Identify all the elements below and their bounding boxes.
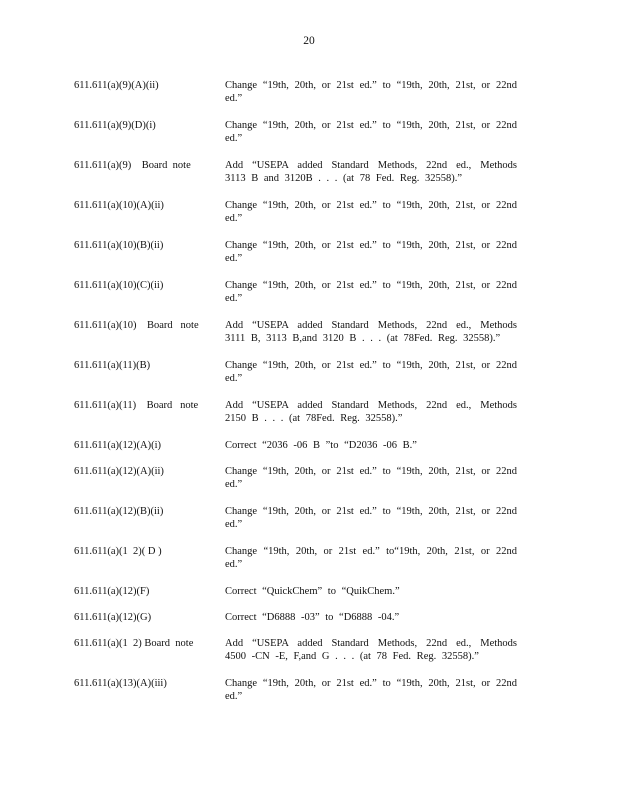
change-description: Change “19th, 20th, or 21st ed.” to “19th, 20th, 21st, or 22nd ed.” xyxy=(225,280,517,304)
section-citation: 611.611(a)(1 2) Board note xyxy=(74,638,194,649)
section-citation: 611.611(a)(10)(A)(ii) xyxy=(74,200,164,211)
table-row xyxy=(74,465,522,505)
table-row xyxy=(74,545,522,585)
change-description: Correct “D6888 -03” to “D6888 -04.” xyxy=(225,612,400,623)
section-citation: 611.611(a)(10)(B)(ii) xyxy=(74,240,164,251)
change-description: Change “19th, 20th, or 21st ed.” to“19th, 20th, 21st, or 22nd ed.” xyxy=(225,546,517,570)
section-citation: 611.611(a)(1 2)( D ) xyxy=(74,546,162,557)
section-citation: 611.611(a)(11)(B) xyxy=(74,360,151,371)
change-description: Add “USEPA added Standard Methods, 22nd ed., Methods 3113 B and 3120B . . . (at 78 Fed. Reg. 32558).” xyxy=(225,160,517,184)
change-description: Change “19th, 20th, or 21st ed.” to “19th, 20th, 21st, or 22nd ed.” xyxy=(225,80,517,104)
section-citation: 611.611(a)(13)(A)(iii) xyxy=(74,678,167,689)
table-row xyxy=(74,439,522,465)
table-row xyxy=(74,79,522,119)
change-description: Change “19th, 20th, or 21st ed.” to “19th, 20th, 21st, or 22nd ed.” xyxy=(225,120,517,144)
change-description: Change “19th, 20th, or 21st ed.” to “19th, 20th, 21st, or 22nd ed.” xyxy=(225,200,517,224)
change-description: Correct “2036 -06 B ”to “D2036 -06 B.” xyxy=(225,440,417,451)
section-citation: 611.611(a)(9) Board note xyxy=(74,160,191,171)
table-row xyxy=(74,239,522,279)
table-row xyxy=(74,677,522,717)
change-description: Add “USEPA added Standard Methods, 22nd ed., Methods 2150 B . . . (at 78Fed. Reg. 32558).” xyxy=(225,400,517,424)
section-citation: 611.611(a)(9)(A)(ii) xyxy=(74,80,159,91)
table-row xyxy=(74,585,522,611)
table-row xyxy=(74,119,522,159)
section-citation: 611.611(a)(10)(C)(ii) xyxy=(74,280,164,291)
table-row xyxy=(74,505,522,545)
table-row xyxy=(74,199,522,239)
table-row xyxy=(74,159,522,199)
page-number: 20 xyxy=(303,35,315,47)
table-row xyxy=(74,359,522,399)
amendments-table xyxy=(74,79,522,717)
section-citation: 611.611(a)(12)(A)(ii) xyxy=(74,466,164,477)
change-description: Change “19th, 20th, or 21st ed.” to “19th, 20th, 21st, or 22nd ed.” xyxy=(225,240,517,264)
change-description: Change “19th, 20th, or 21st ed.” to “19th, 20th, 21st, or 22nd ed.” xyxy=(225,678,517,702)
table-row xyxy=(74,319,522,359)
table-row xyxy=(74,399,522,439)
section-citation: 611.611(a)(10) Board note xyxy=(74,320,199,331)
change-description: Change “19th, 20th, or 21st ed.” to “19th, 20th, 21st, or 22nd ed.” xyxy=(225,360,517,384)
change-description: Change “19th, 20th, or 21st ed.” to “19th, 20th, 21st, or 22nd ed.” xyxy=(225,506,517,530)
section-citation: 611.611(a)(9)(D)(i) xyxy=(74,120,156,131)
section-citation: 611.611(a)(12)(B)(ii) xyxy=(74,506,164,517)
table-row xyxy=(74,611,522,637)
change-description: Add “USEPA added Standard Methods, 22nd ed., Methods 4500 -CN -E, F,and G . . . (at 78 Fed. Reg. 32558).” xyxy=(225,638,517,662)
change-description: Correct “QuickChem” to “QuikChem.” xyxy=(225,586,400,597)
section-citation: 611.611(a)(11) Board note xyxy=(74,400,199,411)
table-row xyxy=(74,637,522,677)
table-row xyxy=(74,279,522,319)
change-description: Add “USEPA added Standard Methods, 22nd ed., Methods 3111 B, 3113 B,and 3120 B . . . (at 78Fed. Reg. 32558).” xyxy=(225,320,517,344)
section-citation: 611.611(a)(12)(A)(i) xyxy=(74,440,161,451)
section-citation: 611.611(a)(12)(F) xyxy=(74,586,150,597)
change-description: Change “19th, 20th, or 21st ed.” to “19th, 20th, 21st, or 22nd ed.” xyxy=(225,466,517,490)
section-citation: 611.611(a)(12)(G) xyxy=(74,612,152,623)
